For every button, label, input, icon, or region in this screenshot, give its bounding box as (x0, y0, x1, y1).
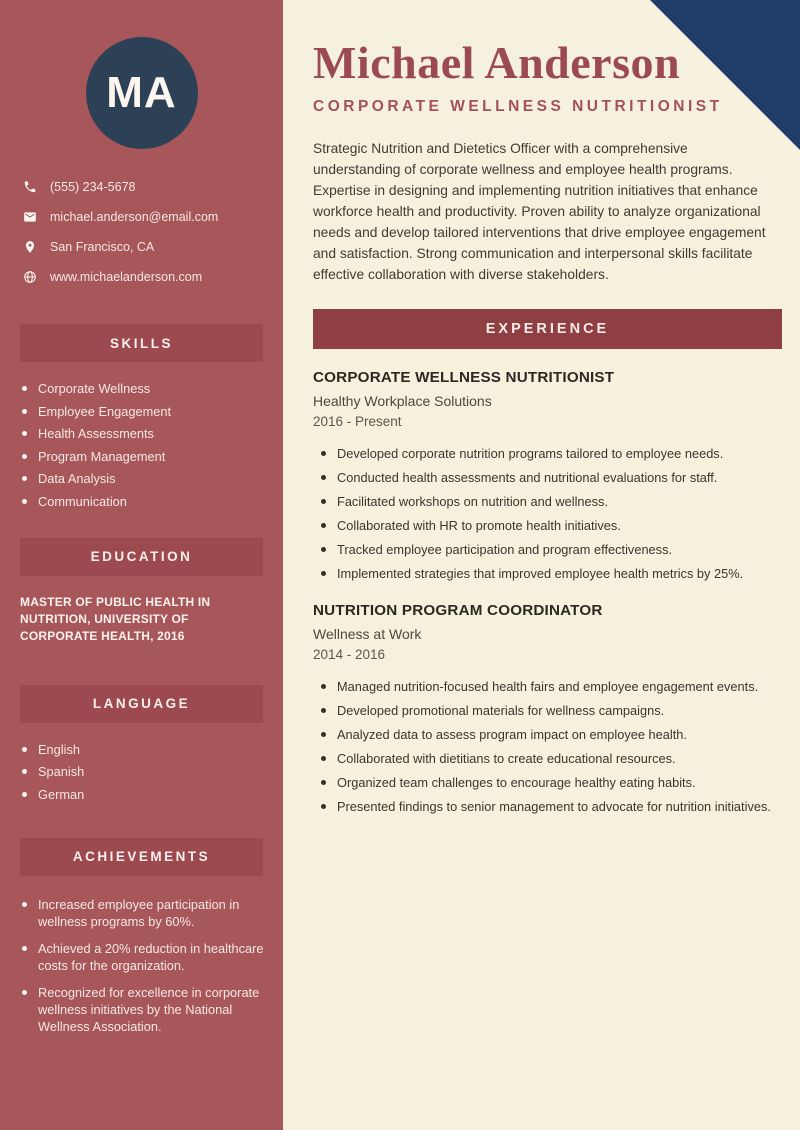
contact-phone (22, 179, 264, 194)
bullet-icon (321, 523, 326, 528)
skill-item (22, 495, 264, 508)
job-bullet (321, 776, 782, 789)
sidebar (0, 0, 283, 1130)
bullet-icon (321, 451, 326, 456)
contact-list (22, 179, 264, 284)
experience-entry (313, 369, 782, 580)
main-column (283, 0, 800, 1130)
bullet-icon (22, 902, 27, 907)
achievements-header-label: ACHIEVEMENTS (72, 849, 211, 864)
job-company: Wellness at Work (313, 625, 422, 642)
bullet-icon (321, 571, 326, 576)
globe-icon (22, 269, 37, 284)
contact-location-text: San Francisco, CA (50, 239, 155, 254)
achievement-item (22, 940, 264, 974)
email-icon (22, 209, 37, 224)
job-dates: 2016 - Present (313, 413, 402, 429)
bullet-icon (22, 431, 27, 436)
contact-phone-text: (555) 234-5678 (50, 179, 136, 194)
job-title: CORPORATE WELLNESS NUTRITIONIST (313, 368, 615, 386)
job-bullet (321, 543, 782, 556)
skill-label: Communication (38, 493, 127, 509)
job-bullet (321, 495, 782, 508)
phone-icon (22, 179, 37, 194)
job-bullet-text: Presented findings to senior management to advocate for nutrition initiatives. (337, 798, 771, 814)
skill-item (22, 405, 264, 418)
job-bullet-text: Collaborated with HR to promote health initiatives. (337, 517, 621, 533)
job-bullet-text: Managed nutrition-focused health fairs and employee engagement events. (337, 678, 759, 694)
bullet-icon (22, 946, 27, 951)
skills-section-header (20, 324, 263, 362)
contact-website (22, 269, 264, 284)
achievement-text: Recognized for excellence in corporate wellness initiatives by the National Wellness Association. (38, 984, 260, 1034)
skill-label: Data Analysis (38, 471, 116, 486)
skills-list (22, 382, 264, 508)
language-header-label: LANGUAGE (92, 696, 191, 711)
job-bullet-text: Analyzed data to assess program impact on employee health. (337, 726, 687, 742)
avatar-initials: MA (106, 68, 177, 117)
experience-banner (313, 309, 782, 349)
job-bullet-text: Conducted health assessments and nutritional evaluations for staff. (337, 469, 718, 485)
page-title: Michael Anderson (313, 37, 681, 88)
bullet-icon (321, 708, 326, 713)
bullet-icon (22, 769, 27, 774)
bullet-icon (321, 547, 326, 552)
bullet-icon (22, 386, 27, 391)
job-bullet-text: Facilitated workshops on nutrition and wellness. (337, 493, 609, 509)
achievement-item (22, 984, 264, 1035)
job-bullet (321, 519, 782, 532)
skill-label: Corporate Wellness (38, 381, 151, 396)
bullet-icon (22, 990, 27, 995)
skill-item (22, 472, 264, 485)
education-header-label: EDUCATION (90, 549, 193, 564)
experience-entry (313, 602, 782, 813)
bullet-icon (321, 475, 326, 480)
language-item (22, 765, 264, 778)
skill-label: Health Assessments (38, 426, 154, 441)
contact-email-text: michael.anderson@email.com (50, 209, 219, 224)
summary-paragraph: Strategic Nutrition and Dietetics Officer with a comprehensive understanding of corporate wellness and employee health programs. Expertise in designing and implementing nutrition initiatives that enhance workforce health and productivity. Proven ability to analyze organizational needs and develop tailored interventions that drive employee engagement and satisfaction. Strong communication and interpersonal skills facilitate effective collaboration with diverse stakeholders. (313, 140, 766, 282)
contact-website-text: www.michaelanderson.com (50, 269, 203, 284)
achievement-text: Achieved a 20% reduction in healthcare costs for the organization. (38, 940, 264, 973)
achievement-item (22, 896, 264, 930)
bullet-icon (321, 780, 326, 785)
experience-banner-label: EXPERIENCE (485, 320, 610, 337)
education-section-header (20, 538, 263, 576)
contact-location (22, 239, 264, 254)
contact-email (22, 209, 264, 224)
language-item (22, 743, 264, 756)
job-bullet (321, 447, 782, 460)
bullet-icon (22, 499, 27, 504)
job-role-subtitle: CORPORATE WELLNESS NUTRITIONIST (313, 97, 723, 115)
job-bullet (321, 704, 782, 717)
job-bullet (321, 567, 782, 580)
language-item (22, 788, 264, 801)
job-bullet (321, 800, 782, 813)
job-dates: 2014 - 2016 (313, 646, 386, 662)
language-label: English (38, 741, 80, 757)
job-company: Healthy Workplace Solutions (313, 392, 492, 409)
job-bullet-text: Developed promotional materials for wellness campaigns. (337, 702, 665, 718)
job-bullet-text: Collaborated with dietitians to create educational resources. (337, 750, 676, 766)
achievements-list (22, 896, 264, 1035)
job-bullet-text: Implemented strategies that improved employee health metrics by 25%. (337, 565, 744, 581)
job-bullet-text: Tracked employee participation and program effectiveness. (337, 541, 673, 557)
bullet-icon (22, 792, 27, 797)
bullet-icon (22, 747, 27, 752)
bullet-icon (321, 684, 326, 689)
job-bullet-list (321, 680, 782, 813)
bullet-icon (22, 476, 27, 481)
achievements-section-header (20, 838, 263, 876)
job-bullet (321, 680, 782, 693)
job-bullet-list (321, 447, 782, 580)
skill-item (22, 450, 264, 463)
achievement-text: Increased employee participation in wellness programs by 60%. (38, 896, 240, 929)
bullet-icon (321, 804, 326, 809)
education-degree: MASTER OF PUBLIC HEALTH IN NUTRITION, UNIVERSITY OF CORPORATE HEALTH, 2016 (20, 594, 211, 643)
skill-label: Employee Engagement (38, 403, 172, 419)
job-bullet-text: Developed corporate nutrition programs tailored to employee needs. (337, 445, 724, 461)
language-list (22, 743, 264, 801)
skill-item (22, 427, 264, 440)
skill-item (22, 382, 264, 395)
skills-header-label: SKILLS (109, 335, 173, 351)
job-bullet (321, 471, 782, 484)
avatar (86, 37, 198, 149)
job-bullet (321, 752, 782, 765)
bullet-icon (321, 499, 326, 504)
language-section-header (20, 685, 263, 723)
location-icon (22, 239, 37, 254)
job-title: NUTRITION PROGRAM COORDINATOR (313, 601, 603, 619)
skill-label: Program Management (38, 448, 166, 464)
job-bullet (321, 728, 782, 741)
job-bullet-text: Organized team challenges to encourage healthy eating habits. (337, 774, 696, 790)
bullet-icon (22, 454, 27, 459)
bullet-icon (321, 756, 326, 761)
language-label: German (38, 786, 85, 802)
language-label: Spanish (38, 764, 85, 779)
bullet-icon (22, 409, 27, 414)
bullet-icon (321, 732, 326, 737)
